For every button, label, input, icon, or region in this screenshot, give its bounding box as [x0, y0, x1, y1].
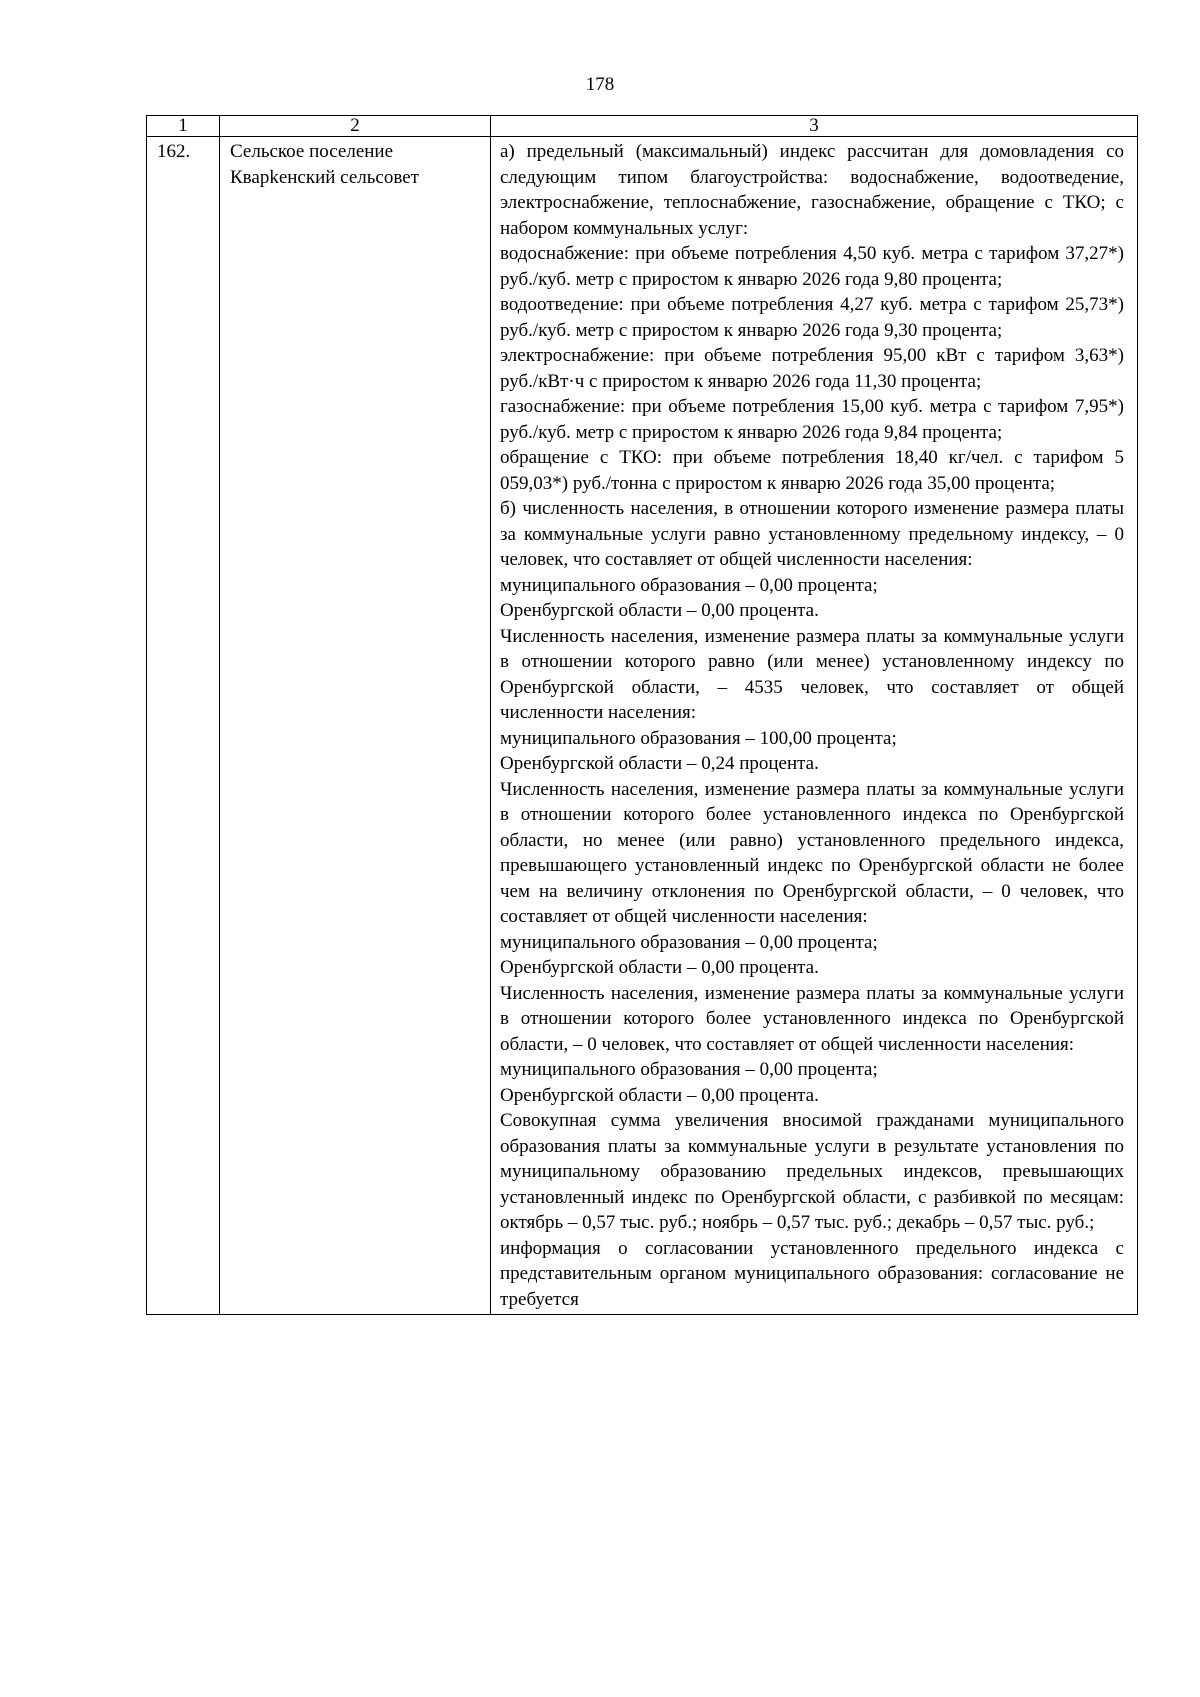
index-description	[491, 137, 1138, 1315]
description-paragraph: Численность населения, изменение размера платы за коммунальные услуги в отношении которого более установленного индекса по Оренбургской области, – 0 человек, что составляет от общей численности населения:	[500, 982, 1124, 1055]
description-paragraph: информация о согласовании установленного предельного индекса с представительным органом муниципального образования: согласование не требуется	[500, 1237, 1124, 1310]
table-row	[147, 137, 1138, 1315]
municipality-name-line: Кварkенский сельсовет	[230, 166, 419, 188]
description-paragraph: муниципального образования – 100,00 процента;	[500, 727, 897, 749]
description-paragraph: Совокупная сумма увеличения вносимой гражданами муниципального образования платы за коммунальные услуги в результате установления по муниципальному образованию предельных индексов, превышающих установленный индекс по Оренбургской области, с разбивкой по месяцам: октябрь – 0,57 тыс. руб.; ноябрь – 0,57 тыс. руб.; декабрь – 0,57 тыс. руб.;	[500, 1110, 1124, 1233]
description-paragraph: муниципального образования – 0,00 процента;	[500, 574, 878, 596]
column-header-2: 2	[220, 116, 491, 137]
table-header-row	[147, 116, 1138, 137]
municipality-name-line: Сельское поселение	[230, 141, 394, 162]
description-paragraph: муниципального образования – 0,00 процента;	[500, 931, 878, 953]
description-paragraph: Оренбургской области – 0,00 процента.	[500, 957, 819, 978]
description-paragraph: газоснабжение: при объеме потребления 15,00 куб. метра с тарифом 7,95*) руб./куб. метр с приростом к январю 2026 года 9,84 процента;	[500, 396, 1124, 443]
document-table	[146, 115, 1138, 1315]
description-paragraph: Численность населения, изменение размера платы за коммунальные услуги в отношении которого равно (или менее) установленному индексу по Оренбургской области, – 4535 человек, что составляет от общей численности населения:	[500, 625, 1124, 723]
description-paragraph: муниципального образования – 0,00 процента;	[500, 1059, 878, 1080]
page-number: 178	[585, 74, 615, 95]
description-paragraph: Оренбургской области – 0,00 процента.	[500, 600, 819, 621]
column-header-3: 3	[491, 116, 1138, 137]
municipality-name	[220, 137, 491, 1315]
description-paragraph: а) предельный (максимальный) индекс рассчитан для домовладения со следующим типом благоустройства: водоснабжение, водоотведение, электроснабжение, теплоснабжение, газоснабжение, обращение с ТКО; с набором коммунальных услуг:	[500, 141, 1124, 239]
description-paragraph: обращение с ТКО: при объеме потребления 18,40 кг/чел. с тарифом 5 059,03*) руб./тонна с приростом к январю 2026 года 35,00 процента;	[500, 447, 1124, 494]
description-paragraph: Оренбургской области – 0,24 процента.	[500, 753, 819, 774]
description-paragraph: водоотведение: при объеме потребления 4,27 куб. метра с тарифом 25,73*) руб./куб. метр с приростом к январю 2026 года 9,30 процента;	[500, 294, 1124, 341]
description-paragraph: водоснабжение: при объеме потребления 4,50 куб. метра с тарифом 37,27*) руб./куб. метр с приростом к январю 2026 года 9,80 процента;	[500, 243, 1124, 290]
description-paragraph: Численность населения, изменение размера платы за коммунальные услуги в отношении которого более установленного индекса по Оренбургской области, но менее (или равно) установленного предельного индекса, превышающего установленный индекс по Оренбургской области не более чем на величину отклонения по Оренбургской области, – 0 человек, что составляет от общей численности населения:	[500, 778, 1124, 927]
description-paragraph: электроснабжение: при объеме потребления 95,00 кВт с тарифом 3,63*) руб./кВт·ч с приростом к январю 2026 года 11,30 процента;	[500, 345, 1124, 392]
description-paragraph: б) численность населения, в отношении которого изменение размера платы за коммунальные услуги равно установленному предельному индексу, – 0 человек, что составляет от общей численности населения:	[500, 498, 1124, 570]
column-header-1: 1	[147, 116, 220, 137]
row-number: 162.	[147, 137, 220, 1315]
description-paragraph: Оренбургской области – 0,00 процента.	[500, 1084, 819, 1106]
